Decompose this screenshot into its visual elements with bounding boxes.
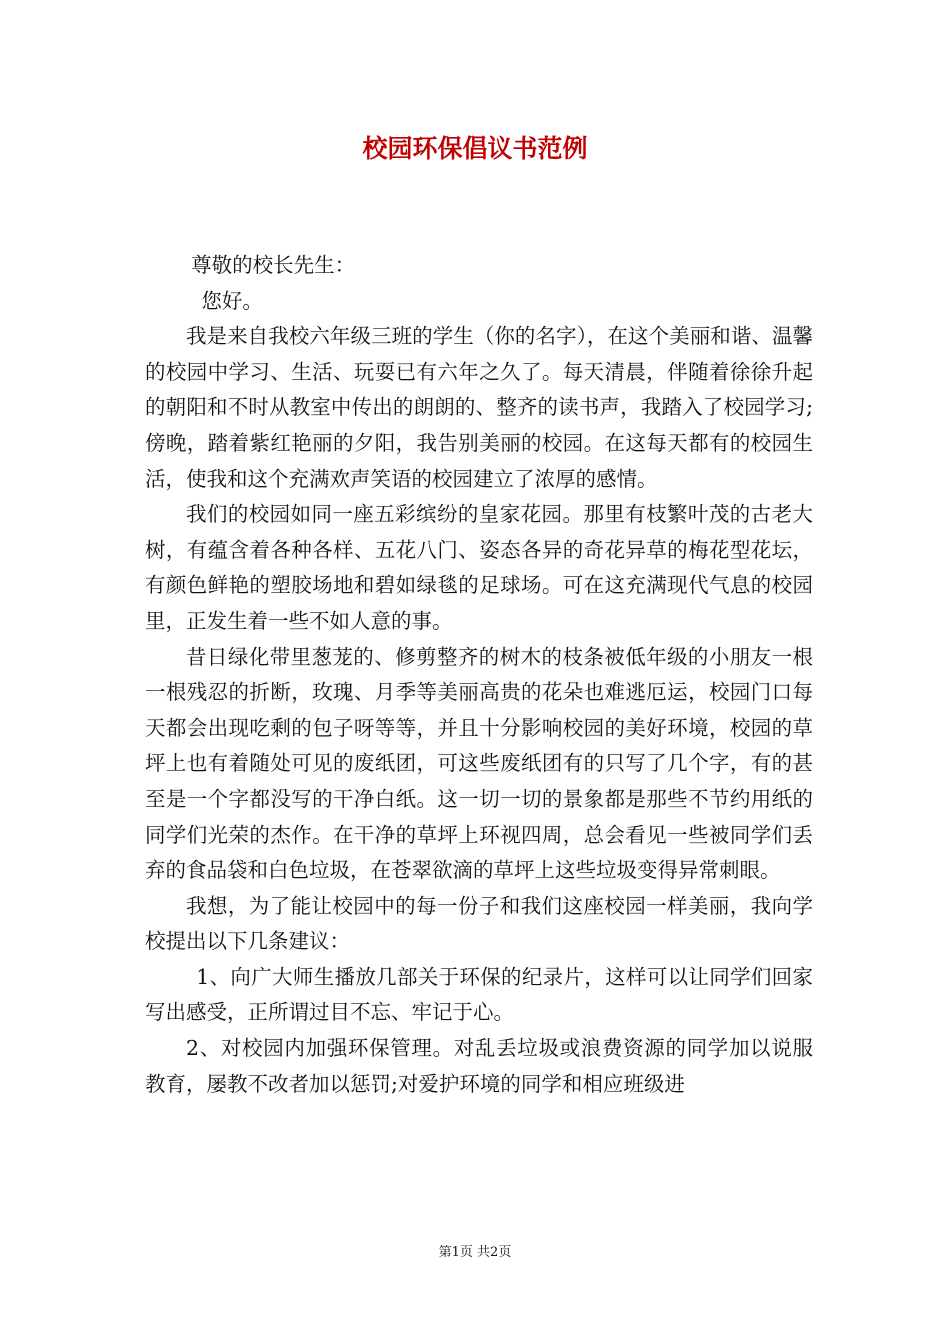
page-number: 第1页 共2页	[438, 1245, 512, 1260]
document-title: 校园环保倡议书范例	[362, 134, 588, 163]
paragraph: 我们的校园如同一座五彩缤纷的皇家花园。那里有枝繁叶茂的古老大树，有蕴含着各种各样、五花八门、姿态各异的奇花异草的梅花型花坛，有颜色鲜艳的塑胶场地和碧如绿毯的足球场。可在这充满现代气息的校园里，正发生着一些不如人意的事。	[145, 502, 813, 633]
paragraph: 我想，为了能让校园中的每一份子和我们这座校园一样美丽，我向学校提出以下几条建议：	[145, 893, 813, 954]
paragraph: 昔日绿化带里葱茏的、修剪整齐的树木的枝条被低年级的小朋友一根一根残忍的折断，玫瑰、月季等美丽高贵的花朵也难逃厄运，校园门口每天都会出现吃剩的包子呀等等，并且十分影响校园的美好环境，校园的草坪上也有着随处可见的废纸团，可这些废纸团有的只写了几个字，有的甚至是一个字都没写的干净白纸。这一切一切的景象都是那些不节约用纸的同学们光荣的杰作。在干净的草坪上环视四周，总会看见一些被同学们丢弃的食品袋和白色垃圾，在苍翠欲滴的草坪上这些垃圾变得异常刺眼。	[145, 644, 813, 883]
greeting: 您好。	[201, 288, 263, 313]
salutation: 尊敬的校长先生：	[191, 253, 356, 277]
suggestion-item: 2、对校园内加强环保管理。对乱丢垃圾或浪费资源的同学加以说服教育，屡教不改者加以惩罚;对爱护环境的同学和相应班级进	[145, 1036, 813, 1096]
suggestion-item: 1、向广大师生播放几部关于环保的纪录片，这样可以让同学们回家写出感受，正所谓过目不忘、牢记于心。	[145, 964, 813, 1025]
document-body	[145, 248, 813, 1102]
paragraph: 我是来自我校六年级三班的学生（你的名字），在这个美丽和谐、温馨的校园中学习、生活、玩耍已有六年之久了。每天清晨，伴随着徐徐升起的朝阳和不时从教室中传出的朗朗的、整齐的读书声，我踏入了校园学习;傍晚，踏着紫红艳丽的夕阳，我告别美丽的校园。在这每天都有的校园生活，使我和这个充满欢声笑语的校园建立了浓厚的感情。	[145, 324, 813, 491]
